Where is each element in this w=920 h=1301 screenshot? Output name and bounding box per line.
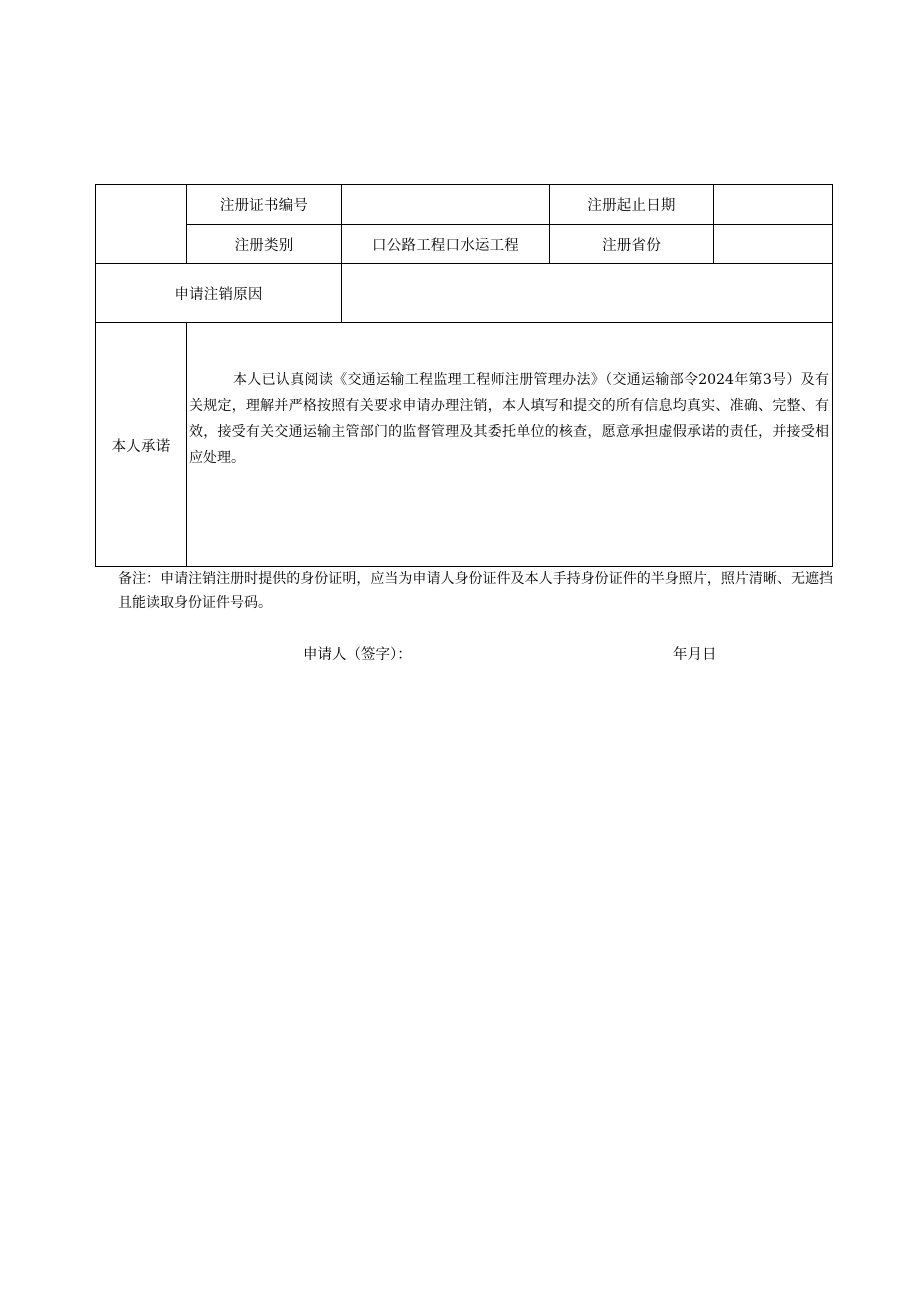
pledge-text: 本人已认真阅读《交通运输工程监理工程师注册管理办法》（交通运输部令2024年第3号）及有关规定，理解并严格按照有关要求申请办理注销，本人填写和提交的所有信息均真实、准确、完整、有效，接受有关交通运输主管部门的监督管理及其委托单位的核查，愿意承担虚假承诺的责任，并接受相应处理。 (189, 372, 829, 466)
registration-period-label: 注册起止日期 (587, 198, 676, 214)
remark-prefix: 备注： (118, 571, 161, 587)
registration-category-label: 注册类别 (234, 237, 294, 254)
deregistration-reason-label: 申请注销原因 (174, 286, 263, 303)
remark-note (118, 567, 833, 615)
registration-province-field[interactable] (714, 225, 832, 263)
cert-number-field[interactable] (342, 185, 549, 224)
signature-date-label: 年月日 (673, 647, 717, 663)
registration-period-field[interactable] (714, 185, 832, 224)
applicant-signature-label: 申请人（签字）： (303, 647, 412, 663)
cert-number-label: 注册证书编号 (219, 198, 309, 214)
remark-text: 申请注销注册时提供的身份证明，应当为申请人身份证件及本人手持身份证件的半身照片，照片清晰、无遮挡且能读取身份证件号码。 (118, 571, 833, 611)
registration-category-options[interactable]: 口公路工程口水运工程 (372, 237, 519, 254)
deregistration-reason-field[interactable] (342, 264, 832, 322)
registration-province-label: 注册省份 (602, 237, 661, 254)
pledge-label: 本人承诺 (111, 438, 171, 455)
